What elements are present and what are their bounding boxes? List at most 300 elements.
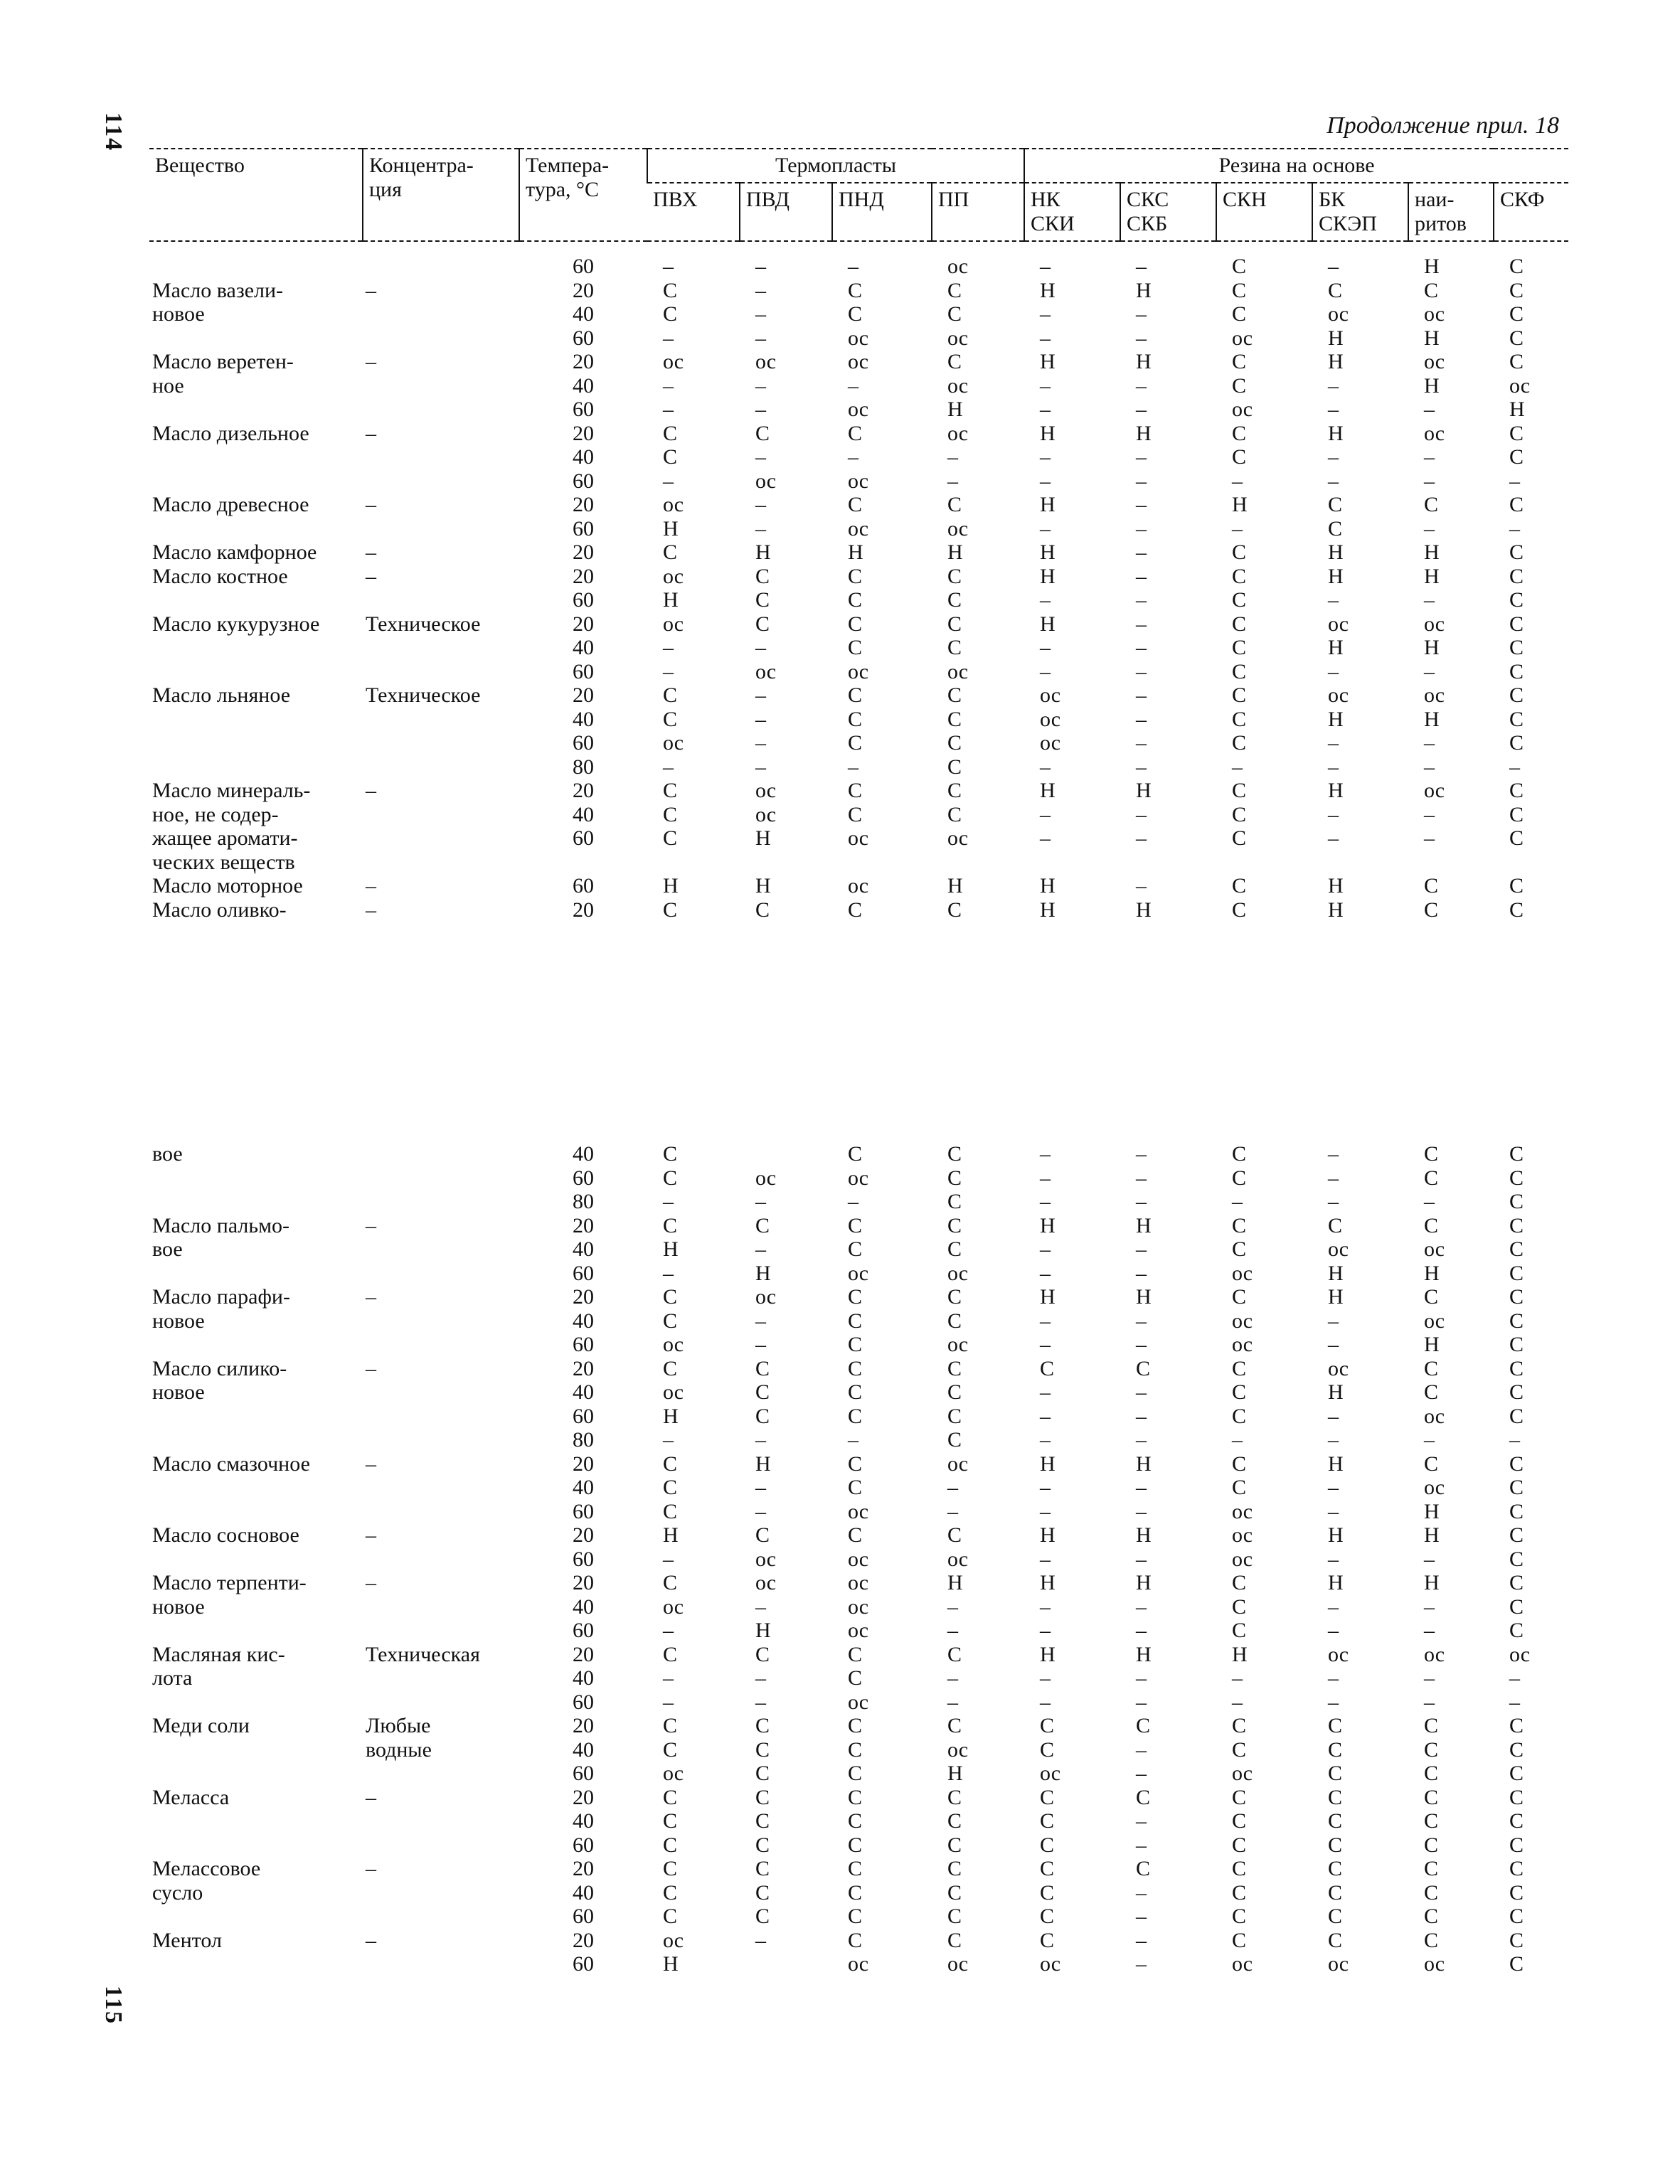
- rating-cell: С: [947, 278, 962, 302]
- rating-cell: –: [1136, 1690, 1147, 1714]
- rating-cell: ос: [848, 326, 869, 350]
- temperature-cell: 40: [573, 1666, 594, 1690]
- table-row: [149, 660, 1568, 684]
- rating-cell: С: [848, 1213, 863, 1237]
- substance-cell: [149, 445, 363, 469]
- rating-cell: [1216, 851, 1312, 875]
- temperature-cell: 20: [573, 1285, 594, 1309]
- rating-cell: Н: [1424, 326, 1440, 350]
- rating-cell: ос: [848, 826, 869, 850]
- rating-cell: С: [663, 897, 678, 922]
- table-row: [149, 326, 1568, 351]
- rating-cell: ос: [848, 469, 869, 493]
- rating-cell: ос: [663, 1928, 684, 1952]
- table-row: [149, 1523, 1568, 1548]
- substance-cell: [149, 1619, 363, 1643]
- temperature-cell: 20: [573, 493, 594, 516]
- temperature-cell: 80: [573, 1190, 594, 1213]
- rating-cell: С: [663, 1309, 678, 1333]
- rating-cell: С: [1232, 350, 1247, 373]
- rating-cell: С: [947, 1142, 962, 1166]
- rating-cell: С: [848, 1737, 863, 1762]
- rating-cell: С: [947, 1356, 962, 1380]
- rating-cell: –: [1136, 1809, 1147, 1833]
- rating-cell: ос: [755, 1571, 777, 1594]
- rating-cell: Н: [1424, 1571, 1440, 1594]
- rating-cell: ос: [1232, 1333, 1253, 1356]
- rating-cell: –: [1136, 1905, 1147, 1928]
- rating-cell: –: [1136, 1762, 1147, 1785]
- rating-cell: С: [1424, 1762, 1439, 1785]
- rating-cell: –: [1424, 445, 1435, 469]
- rating-cell: ос: [947, 1261, 969, 1285]
- rating-cell: С: [755, 588, 770, 612]
- rating-cell: Н: [1232, 493, 1248, 516]
- rating-cell: –: [1232, 1190, 1243, 1213]
- rating-cell: ос: [1232, 1499, 1253, 1523]
- rating-cell: Н: [663, 588, 679, 612]
- header-substance: Вещество: [149, 149, 363, 241]
- substance-cell: [149, 1548, 363, 1572]
- substance-cell: Масло древесное: [152, 493, 309, 516]
- rating-cell: С: [1509, 493, 1524, 516]
- rating-cell: –: [1040, 755, 1051, 779]
- rating-cell: С: [848, 1928, 863, 1952]
- rating-cell: –: [1040, 1166, 1051, 1190]
- rating-cell: С: [848, 1237, 863, 1261]
- temperature-cell: 40: [573, 373, 594, 398]
- rating-cell: С: [1232, 1785, 1247, 1809]
- concentration-cell: [363, 255, 519, 279]
- rating-cell: С: [1232, 659, 1247, 683]
- table-row: [149, 302, 1568, 326]
- temperature-cell: 40: [573, 636, 594, 659]
- rating-cell: –: [755, 373, 766, 398]
- rating-cell: –: [1136, 1142, 1147, 1166]
- rating-cell: С: [1509, 612, 1524, 636]
- concentration-cell: [363, 851, 519, 875]
- rating-cell: С: [1424, 1857, 1439, 1880]
- table-row: [149, 1285, 1568, 1309]
- rating-cell: ос: [1509, 1642, 1531, 1666]
- rating-cell: Н: [1424, 540, 1440, 564]
- concentration-cell: [363, 1809, 519, 1833]
- rating-cell: –: [1328, 802, 1339, 826]
- rating-cell: С: [1509, 1309, 1524, 1333]
- temperature-cell: 20: [573, 1714, 594, 1737]
- rating-cell: С: [947, 1857, 962, 1880]
- rating-cell: –: [1136, 445, 1147, 469]
- rating-cell: ос: [848, 659, 869, 683]
- rating-cell: С: [1232, 802, 1247, 826]
- rating-cell: С: [1509, 540, 1524, 564]
- rating-cell: С: [1424, 1785, 1439, 1809]
- table-row: [149, 1833, 1568, 1858]
- rating-cell: С: [663, 278, 678, 302]
- rating-cell: С: [1424, 1285, 1439, 1309]
- rating-cell: –: [755, 1333, 766, 1356]
- concentration-cell: –: [366, 1857, 376, 1880]
- rating-cell: С: [663, 826, 678, 850]
- rating-cell: –: [1040, 826, 1051, 850]
- rating-cell: –: [1136, 1594, 1147, 1619]
- table-row: [149, 350, 1568, 374]
- rating-cell: –: [1040, 1237, 1051, 1261]
- rating-cell: –: [1136, 326, 1147, 350]
- rating-cell: –: [1136, 564, 1147, 588]
- rating-cell: –: [663, 755, 674, 779]
- temperature-cell: 20: [573, 1785, 594, 1809]
- rating-cell: Н: [1328, 350, 1344, 373]
- header-material: СКС СКБ: [1120, 183, 1216, 241]
- rating-cell: Н: [663, 1523, 679, 1547]
- rating-cell: –: [663, 1261, 674, 1285]
- rating-cell: С: [663, 1833, 678, 1857]
- rating-cell: ос: [848, 516, 869, 540]
- temperature-cell: 60: [573, 516, 594, 540]
- rating-cell: ос: [848, 1166, 869, 1190]
- rating-cell: Н: [1040, 1285, 1056, 1309]
- concentration-cell: Техническая: [366, 1642, 480, 1666]
- substance-cell: Масло силико-: [152, 1356, 287, 1380]
- rating-cell: –: [1040, 1499, 1051, 1523]
- rating-cell: –: [1040, 659, 1051, 683]
- rating-cell: С: [848, 707, 863, 731]
- rating-cell: С: [1328, 1213, 1343, 1237]
- rating-cell: С: [1509, 897, 1524, 922]
- rating-cell: –: [1424, 1594, 1435, 1619]
- table-row: [149, 612, 1568, 636]
- table-row: [149, 1214, 1568, 1238]
- temperature-cell: 20: [573, 897, 594, 922]
- rating-cell: –: [663, 1690, 674, 1714]
- table-row: [149, 1357, 1568, 1381]
- rating-cell: –: [1328, 398, 1339, 421]
- table-row: [149, 493, 1568, 517]
- rating-cell: –: [1328, 1166, 1339, 1190]
- concentration-cell: [363, 731, 519, 755]
- rating-cell: С: [947, 1714, 962, 1737]
- rating-cell: С: [1232, 1166, 1247, 1190]
- rating-cell: –: [1136, 1404, 1147, 1428]
- rating-cell: Н: [1040, 493, 1056, 516]
- rating-cell: С: [1232, 1451, 1247, 1476]
- table-row: [149, 1452, 1568, 1476]
- temperature-cell: 60: [573, 255, 594, 278]
- rating-cell: –: [1040, 1619, 1051, 1642]
- table-row: [149, 1809, 1568, 1833]
- header-temperature-text: Темпера- тура, °С: [526, 154, 610, 201]
- rating-cell: –: [663, 1428, 674, 1451]
- rating-cell: Н: [1136, 897, 1152, 922]
- rating-cell: Н: [1040, 1571, 1056, 1594]
- rating-cell: –: [1509, 469, 1521, 493]
- substance-cell: Масло моторное: [152, 874, 303, 897]
- temperature-cell: 60: [573, 588, 594, 612]
- rating-cell: –: [1040, 1690, 1051, 1714]
- rating-cell: С: [1509, 826, 1524, 850]
- rating-cell: С: [848, 636, 863, 659]
- rating-cell: –: [755, 1309, 766, 1333]
- rating-cell: Н: [1424, 373, 1440, 398]
- substance-cell: Мелассовое: [152, 1857, 261, 1880]
- rating-cell: С: [1509, 1476, 1524, 1499]
- concentration-cell: [363, 1690, 519, 1715]
- table-row: [149, 1166, 1568, 1190]
- substance-cell: [149, 660, 363, 684]
- rating-cell: –: [1040, 326, 1051, 350]
- substance-cell: вое: [152, 1142, 183, 1166]
- rating-cell: Н: [755, 874, 771, 897]
- rating-cell: [740, 851, 832, 875]
- rating-cell: Н: [1424, 1333, 1440, 1356]
- rating-cell: ос: [1424, 1309, 1445, 1333]
- rating-cell: Н: [947, 398, 963, 421]
- rating-cell: С: [663, 1213, 678, 1237]
- rating-cell: С: [947, 1213, 962, 1237]
- substance-cell: Масло льняное: [152, 683, 291, 707]
- rating-cell: С: [848, 588, 863, 612]
- concentration-cell: [363, 1833, 519, 1858]
- rating-cell: –: [1424, 755, 1435, 779]
- rating-cell: –: [848, 755, 858, 779]
- rating-cell: ос: [663, 1762, 684, 1785]
- table-row: [149, 1666, 1568, 1690]
- rating-cell: С: [663, 779, 678, 802]
- rating-cell: С: [1509, 1237, 1524, 1261]
- rating-cell: –: [1136, 826, 1147, 850]
- concentration-cell: –: [366, 540, 376, 564]
- concentration-cell: [363, 1476, 519, 1500]
- substance-cell: лота: [152, 1666, 193, 1690]
- rating-cell: ос: [1424, 1952, 1445, 1976]
- rating-cell: Н: [1040, 779, 1056, 802]
- rating-cell: С: [1232, 1237, 1247, 1261]
- rating-cell: С: [848, 278, 863, 302]
- rating-cell: ос: [848, 874, 869, 897]
- temperature-cell: 60: [573, 659, 594, 683]
- rating-cell: С: [755, 1762, 770, 1785]
- temperature-cell: 60: [573, 326, 594, 350]
- concentration-cell: [363, 826, 519, 851]
- table-row: [149, 445, 1568, 469]
- temperature-cell: 40: [573, 445, 594, 469]
- rating-cell: С: [1232, 1905, 1247, 1928]
- rating-cell: С: [755, 1404, 770, 1428]
- rating-cell: –: [1040, 255, 1051, 278]
- rating-cell: С: [1328, 1809, 1343, 1833]
- rating-cell: –: [755, 1499, 766, 1523]
- rating-cell: С: [947, 1905, 962, 1928]
- rating-cell: ос: [755, 779, 777, 802]
- rating-cell: С: [848, 1642, 863, 1666]
- concentration-cell: [363, 1190, 519, 1214]
- rating-cell: Н: [755, 1261, 771, 1285]
- header-material: СКФ: [1494, 183, 1568, 241]
- rating-cell: С: [663, 1737, 678, 1762]
- temperature-cell: 40: [573, 1380, 594, 1404]
- rating-cell: С: [1509, 1451, 1524, 1476]
- rating-cell: С: [1328, 1880, 1343, 1905]
- rating-cell: С: [1232, 1737, 1247, 1762]
- page-number-top: 114: [100, 112, 127, 152]
- rating-cell: ос: [1232, 1952, 1253, 1976]
- concentration-cell: [363, 469, 519, 494]
- rating-cell: С: [947, 1285, 962, 1309]
- rating-cell: С: [1328, 1714, 1343, 1737]
- rating-cell: С: [1040, 1857, 1055, 1880]
- rating-cell: С: [1509, 1404, 1524, 1428]
- rating-cell: –: [755, 1928, 766, 1952]
- temperature-cell: 40: [573, 1809, 594, 1833]
- temperature-cell: 80: [573, 755, 594, 779]
- rating-cell: Н: [1328, 636, 1344, 659]
- rating-cell: –: [1136, 1666, 1147, 1690]
- substance-cell: [149, 469, 363, 494]
- rating-cell: С: [1232, 1833, 1247, 1857]
- rating-cell: ос: [1328, 1356, 1349, 1380]
- rating-cell: ос: [848, 1499, 869, 1523]
- rating-cell: С: [1232, 826, 1247, 850]
- rating-cell: С: [663, 445, 678, 469]
- rating-cell: С: [755, 421, 770, 445]
- rating-cell: –: [1136, 540, 1147, 564]
- table-row: [149, 636, 1568, 660]
- rating-cell: С: [1424, 1142, 1439, 1166]
- temperature-cell: 40: [573, 1142, 594, 1166]
- substance-cell: [149, 588, 363, 612]
- concentration-cell: [363, 1619, 519, 1643]
- rating-cell: ос: [1040, 731, 1061, 755]
- rating-cell: С: [1509, 421, 1524, 445]
- table-row: [149, 1690, 1568, 1715]
- rating-cell: С: [1136, 1714, 1151, 1737]
- rating-cell: С: [663, 1451, 678, 1476]
- table-row: [149, 1595, 1568, 1619]
- rating-cell: –: [1424, 1428, 1435, 1451]
- temperature-cell: 40: [573, 1880, 594, 1905]
- rating-cell: –: [663, 1547, 674, 1571]
- rating-cell: С: [947, 1380, 962, 1404]
- concentration-cell: –: [366, 350, 376, 373]
- rating-cell: –: [1424, 731, 1435, 755]
- rating-cell: –: [663, 373, 674, 398]
- rating-cell: ос: [1232, 1261, 1253, 1285]
- rating-cell: –: [1136, 802, 1147, 826]
- rating-cell: С: [1232, 1356, 1247, 1380]
- rating-cell: С: [1232, 731, 1247, 755]
- rating-cell: С: [1424, 278, 1439, 302]
- rating-cell: С: [663, 1642, 678, 1666]
- substance-cell: [149, 1166, 363, 1190]
- temperature-cell: 20: [573, 540, 594, 564]
- rating-cell: С: [1424, 1737, 1439, 1762]
- rating-cell: С: [848, 1762, 863, 1785]
- header-material: наи- ритов: [1408, 183, 1494, 241]
- rating-cell: С: [848, 683, 863, 707]
- rating-cell: С: [1328, 516, 1343, 540]
- rating-cell: –: [663, 659, 674, 683]
- rating-cell: Н: [1040, 897, 1056, 922]
- rating-cell: –: [755, 1428, 766, 1451]
- header-concentration-text: Концентра- ция: [369, 154, 474, 201]
- substance-cell: [149, 1476, 363, 1500]
- rating-cell: –: [1509, 1690, 1521, 1714]
- rating-cell: –: [1424, 516, 1435, 540]
- rating-cell: ос: [755, 802, 777, 826]
- rating-cell: С: [947, 493, 962, 516]
- rating-cell: –: [1424, 588, 1435, 612]
- concentration-cell: [363, 1380, 519, 1405]
- table-row: [149, 1571, 1568, 1595]
- temperature-cell: 20: [573, 612, 594, 636]
- rating-cell: Н: [1136, 1285, 1152, 1309]
- concentration-cell: –: [366, 564, 376, 588]
- substance-cell: Масло пальмо-: [152, 1213, 290, 1237]
- rating-cell: С: [848, 493, 863, 516]
- table-row: [149, 1476, 1568, 1500]
- rating-cell: –: [1040, 1594, 1051, 1619]
- rating-cell: С: [1509, 1571, 1524, 1594]
- substance-cell: Масло сосновое: [152, 1523, 299, 1547]
- rating-cell: С: [755, 1380, 770, 1404]
- rating-cell: С: [663, 1905, 678, 1928]
- rating-cell: С: [848, 302, 863, 326]
- rating-cell: –: [947, 1594, 958, 1619]
- rating-cell: ос: [1424, 350, 1445, 373]
- temperature-cell: 60: [573, 469, 594, 493]
- rating-cell: –: [1136, 755, 1147, 779]
- substance-cell: [149, 1809, 363, 1833]
- rating-cell: ос: [947, 1737, 969, 1762]
- rating-cell: –: [1509, 755, 1521, 779]
- rating-cell: ос: [947, 1952, 969, 1976]
- rating-cell: –: [1136, 493, 1147, 516]
- rating-cell: –: [1136, 398, 1147, 421]
- table-row: [149, 1857, 1568, 1881]
- table-row: [149, 803, 1568, 827]
- rating-cell: С: [1509, 1619, 1524, 1642]
- rating-cell: –: [755, 516, 766, 540]
- rating-cell: –: [1040, 1380, 1051, 1404]
- rating-cell: С: [947, 1928, 962, 1952]
- rating-cell: С: [1509, 564, 1524, 588]
- concentration-cell: –: [366, 1785, 376, 1809]
- rating-cell: –: [1328, 826, 1339, 850]
- rating-cell: ос: [755, 1166, 777, 1190]
- substance-cell: Масло минераль-: [152, 779, 311, 802]
- rating-cell: С: [1232, 1594, 1247, 1619]
- rating-cell: ос: [1232, 1309, 1253, 1333]
- rating-cell: [932, 851, 1024, 875]
- rating-cell: –: [1040, 398, 1051, 421]
- rating-cell: С: [1509, 636, 1524, 659]
- substance-cell: [149, 398, 363, 422]
- rating-cell: –: [1136, 636, 1147, 659]
- rating-cell: С: [1424, 1714, 1439, 1737]
- rating-cell: С: [1509, 1737, 1524, 1762]
- rating-cell: [1024, 851, 1120, 875]
- concentration-cell: [363, 398, 519, 422]
- rating-cell: –: [1424, 1619, 1435, 1642]
- table-row: [149, 1309, 1568, 1333]
- rating-cell: С: [1424, 1833, 1439, 1857]
- temperature-cell: 40: [573, 707, 594, 731]
- rating-cell: С: [848, 1451, 863, 1476]
- rating-cell: С: [947, 564, 962, 588]
- resistance-table: [149, 148, 1565, 1976]
- rating-cell: –: [1328, 1690, 1339, 1714]
